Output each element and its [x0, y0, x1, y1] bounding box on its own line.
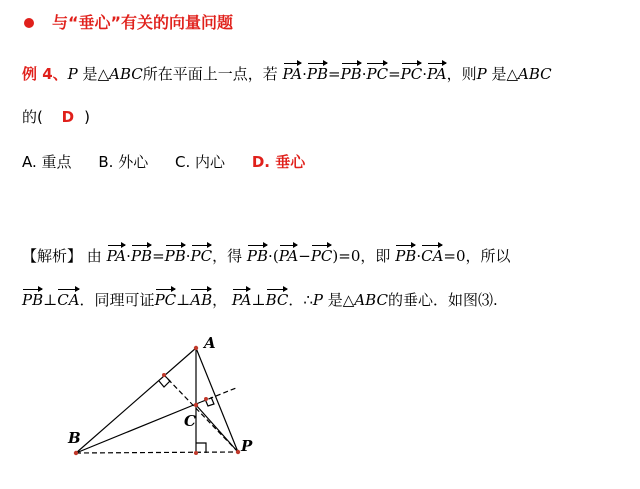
label-a: A [204, 334, 216, 352]
vec-pb: PB [395, 244, 416, 266]
option-d [252, 153, 305, 171]
option-letter: A. [22, 153, 37, 171]
vec-pa: PA [107, 244, 127, 266]
dot-op: · [302, 65, 307, 83]
text-plane: 所在平面上一点，若 [142, 65, 278, 83]
text-is: 是 [327, 291, 343, 309]
orthocenter-figure [60, 330, 280, 470]
side-ab [76, 348, 196, 453]
options-row [22, 152, 305, 172]
right-angle-marker [196, 443, 206, 453]
vec-pa: PA [232, 288, 252, 310]
triangle-symbol: △ [506, 65, 519, 83]
triangle-abc: ABC [354, 291, 388, 309]
foot-point [194, 451, 198, 455]
dot-op: · [185, 247, 191, 265]
option-text: 内心 [195, 153, 226, 171]
option-letter: C. [174, 153, 191, 171]
var-p: P [67, 65, 78, 83]
text-de: ，得 [212, 247, 243, 265]
vec-pa: PA [427, 62, 447, 84]
vec-bc: BC [266, 288, 289, 310]
label-c: C [184, 412, 196, 430]
solution-line-2 [22, 288, 498, 310]
option-text: 外心 [118, 153, 149, 171]
vec-pc: PC [191, 244, 213, 266]
left-paren: ( [272, 247, 279, 265]
triangle-symbol: △ [342, 291, 355, 309]
point-a [194, 346, 198, 350]
dot-op: · [422, 65, 427, 83]
vec-pb: PB [307, 62, 328, 84]
vec-ca: CA [57, 288, 79, 310]
triangle-abc: ABC [109, 65, 143, 83]
vec-pb: PB [22, 288, 43, 310]
triangle-symbol: △ [97, 65, 110, 83]
side-ap [196, 348, 238, 452]
vec-pb: PB [165, 244, 186, 266]
option-text: 垂心 [275, 153, 306, 171]
vec-pc: PC [401, 62, 423, 84]
option-letter: D. [251, 153, 270, 171]
vec-pb: PB [131, 244, 152, 266]
text-ji: ，即 [360, 247, 391, 265]
point-b [74, 451, 78, 455]
vec-ca: CA [421, 244, 443, 266]
text-is: 是 [491, 65, 507, 83]
equals-op: = [338, 247, 351, 265]
dot-op: · [268, 247, 273, 265]
dot-op: · [416, 247, 422, 265]
text-is: 是 [82, 65, 98, 83]
perp-op: ⊥ [43, 291, 58, 309]
answer-suffix: ) [84, 108, 90, 126]
vec-pc: PC [311, 244, 333, 266]
equals-op: = [388, 65, 401, 83]
text-similarly: ．同理可证 [79, 291, 155, 309]
equals-op: = [328, 65, 341, 83]
point-c [194, 403, 198, 407]
perpendicular-p-ab [164, 375, 238, 452]
right-paren: ) [332, 247, 339, 265]
zero-value: 0 [455, 247, 466, 265]
label-b: B [68, 429, 81, 447]
solution-tag: 【解析】 [22, 247, 83, 265]
side-bp [76, 452, 238, 453]
section-title: 与“垂心”有关的向量问题 [52, 13, 234, 32]
label-p: P [241, 437, 253, 455]
bullet-icon [24, 18, 34, 28]
text-then: ，则 [446, 65, 477, 83]
foot-point [204, 397, 208, 401]
option-c [175, 153, 225, 171]
perp-op: ⊥ [251, 291, 266, 309]
option-letter: B. [98, 153, 114, 171]
var-p: P [312, 291, 323, 309]
text-suoyi: ，所以 [465, 247, 511, 265]
example-statement [22, 62, 552, 84]
equals-op: = [443, 247, 456, 265]
line-bc [76, 402, 201, 453]
vec-pa: PA [279, 244, 299, 266]
answer-line [22, 107, 90, 127]
equals-op: = [152, 247, 165, 265]
zero-value: 0 [350, 247, 361, 265]
vec-pa: PA [283, 62, 303, 84]
foot-point [162, 373, 166, 377]
vec-ab: AB [190, 288, 212, 310]
triangle-abc: ABC [518, 65, 552, 83]
text-comma: ， [212, 291, 228, 309]
text-orthocenter: 的垂心．如图⑶. [387, 291, 498, 309]
var-p: P [476, 65, 487, 83]
perp-op: ⊥ [176, 291, 191, 309]
option-b [98, 153, 148, 171]
text-therefore: ．∴ [288, 291, 313, 309]
minus-op: − [298, 247, 311, 265]
point-p [236, 450, 240, 454]
answer-prefix: 的( [22, 108, 43, 126]
vec-pb: PB [341, 62, 362, 84]
dot-op: · [361, 65, 367, 83]
answer-value: D [61, 108, 75, 126]
example-label: 例 4、 [22, 65, 68, 83]
vec-pc: PC [155, 288, 177, 310]
solution-line-1 [22, 244, 511, 266]
dot-op: · [126, 247, 131, 265]
text-you: 由 [86, 247, 102, 265]
option-a [22, 153, 72, 171]
option-text: 重点 [41, 153, 72, 171]
vec-pb: PB [247, 244, 268, 266]
vec-pc: PC [366, 62, 388, 84]
